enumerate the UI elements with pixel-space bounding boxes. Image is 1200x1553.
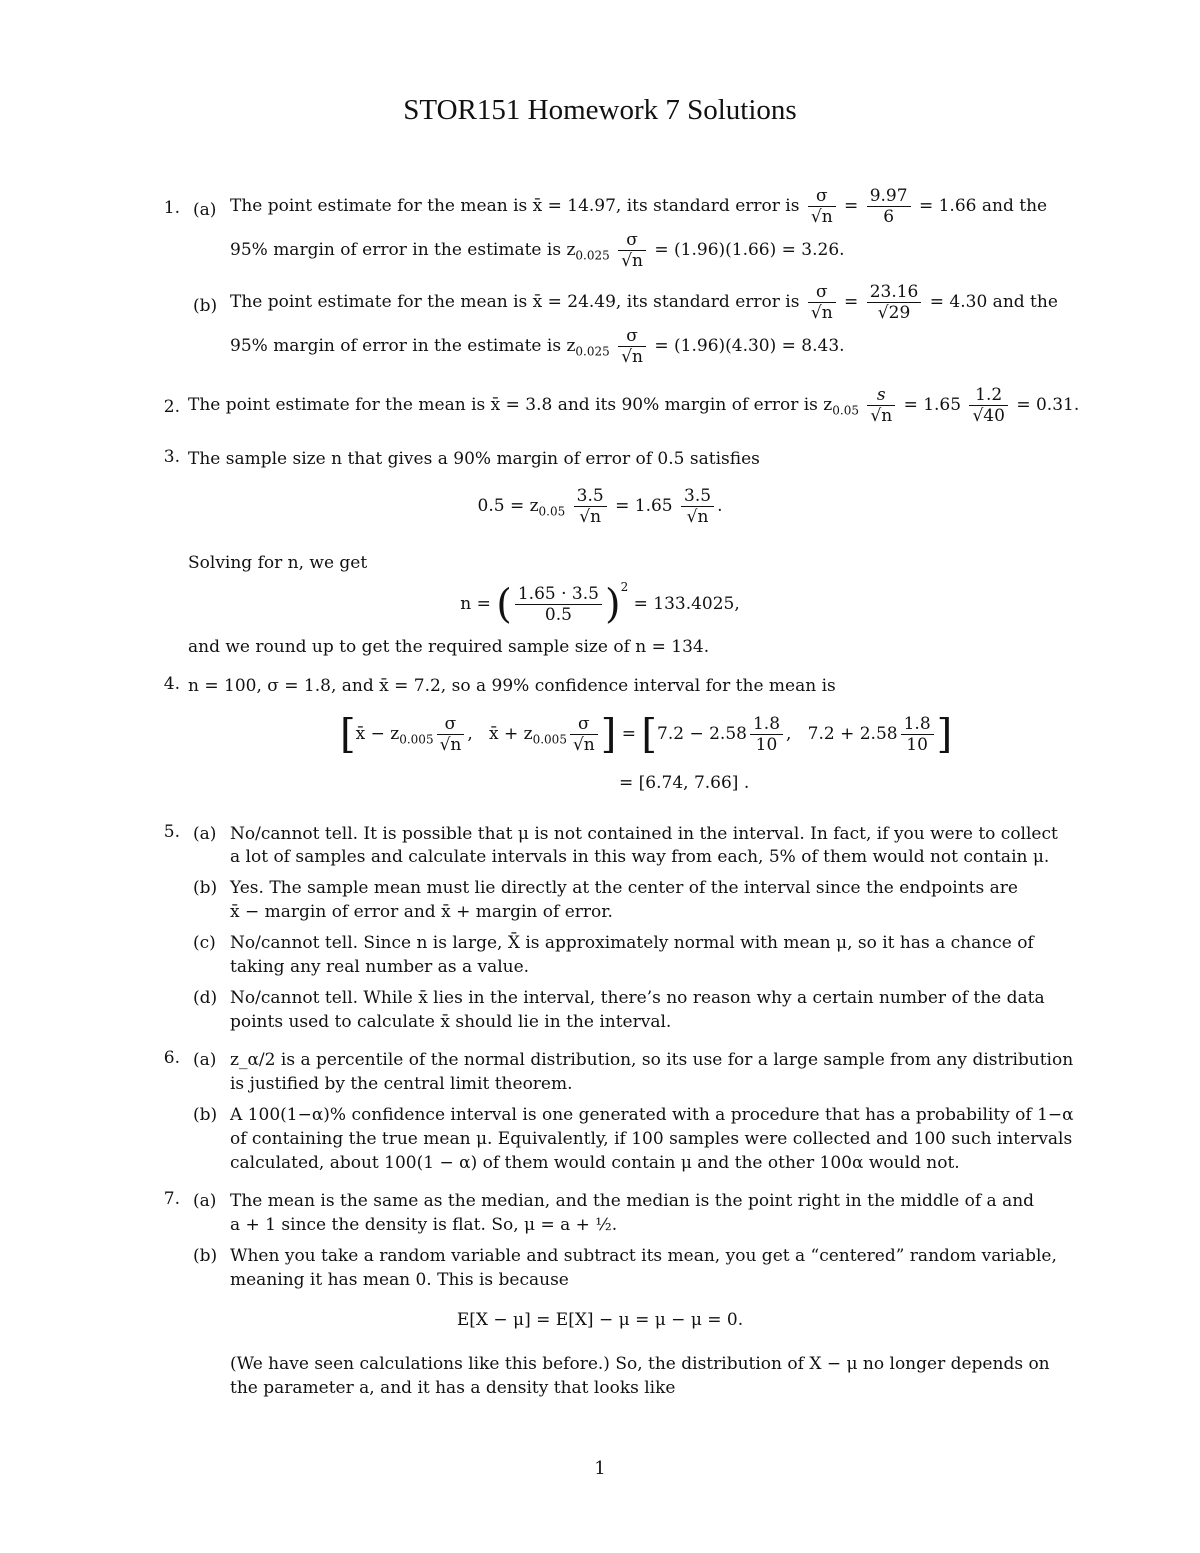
numerator: 3.5 — [574, 486, 607, 507]
text: 95% margin of error in the estimate is z — [230, 240, 576, 260]
denominator: 10 — [906, 735, 928, 755]
subscript: 0.05 — [538, 504, 566, 519]
denominator: √n — [572, 735, 595, 755]
problem-number: 7. — [163, 1189, 180, 1209]
fraction — [750, 714, 783, 755]
numerator: σ — [437, 714, 465, 735]
part-label: (c) — [193, 933, 216, 953]
problem-number: 2. — [163, 397, 180, 417]
part-label: (a) — [193, 1191, 217, 1211]
q1a-line2 — [230, 230, 845, 271]
numerator: 9.97 — [867, 186, 911, 207]
denominator: 6 — [883, 207, 895, 227]
denominator: 0.5 — [544, 605, 572, 625]
q6a-line1: z_α/2 is a percentile of the normal distribution, so its use for a large sample from any distribution — [230, 1050, 1074, 1070]
fraction — [618, 230, 646, 271]
fraction — [808, 282, 836, 323]
q7b-line1: When you take a random variable and subtract its mean, you get a “centered” random variable, — [230, 1246, 1057, 1266]
problem-number: 1. — [163, 198, 180, 218]
text: = 4.30 and the — [929, 292, 1058, 312]
numerator: 1.8 — [750, 714, 783, 735]
q4-text: n = 100, σ = 1.8, and x̄ = 7.2, so a 99% confidence interval for the mean is — [188, 676, 836, 696]
q7b-line2: meaning it has mean 0. This is because — [230, 1270, 569, 1290]
part-label: (b) — [193, 878, 218, 898]
denominator: √n — [686, 507, 709, 527]
problem-number: 6. — [163, 1048, 180, 1068]
q1b-line1: The point estimate for the mean is x̄ = 24.49, its standard error is $\frac{\sigma}{√n}$ = $\frac{23.16}{√29}$ = 4.30 and the — [230, 282, 1058, 323]
text: = (1.96)(1.66) = 3.26. — [654, 240, 845, 260]
fraction — [618, 326, 646, 367]
q5c-line1: No/cannot tell. Since n is large, X̄ is approximately normal with mean μ, so it has a chance of — [230, 933, 1034, 953]
right-bracket: ] — [600, 711, 617, 758]
fraction — [867, 282, 922, 323]
denominator: √n — [810, 207, 833, 227]
part-label: (b) — [193, 1105, 218, 1125]
left-bracket: [ — [641, 711, 658, 758]
numerator: σ — [618, 230, 646, 251]
text: 7.2 + 2.58 — [807, 724, 898, 744]
part-label: (b) — [193, 296, 218, 316]
numerator: σ — [808, 186, 836, 207]
fraction — [969, 385, 1007, 426]
denominator: √n — [810, 303, 833, 323]
text: . — [717, 496, 723, 516]
denominator: √n — [621, 251, 643, 271]
part-label: (b) — [193, 1246, 218, 1266]
q5a-line1: No/cannot tell. It is possible that μ is not contained in the interval. In fact, if you were to collect — [230, 824, 1058, 844]
problem-number: 4. — [163, 674, 180, 694]
text: = (1.96)(4.30) = 8.43. — [654, 336, 845, 356]
text: x̄ − z — [355, 724, 400, 744]
q2-line — [188, 385, 1079, 426]
problem-number: 5. — [163, 822, 180, 842]
fraction — [867, 186, 911, 227]
q4-interval: [x̄ − $z_{0.005}$ $\frac{\sigma}{√n}$ , x̄ + $z_{0.005}$ $\frac{\sigma}{√n}$ ] = [7.2 − 2.58 $\frac{1.8}{10}$ , 7.2 + 2.58 $\frac{1.8}{10}$ ] — [340, 711, 953, 758]
denominator: √n — [439, 735, 462, 755]
subscript: 0.05 — [832, 403, 859, 418]
fraction — [808, 186, 836, 227]
q5c-line2: taking any real number as a value. — [230, 957, 530, 977]
q7b-line3: (We have seen calculations like this before.) So, the distribution of X − μ no longer depends on — [230, 1354, 1050, 1374]
q4-result: = [6.74, 7.66] . — [619, 773, 750, 793]
q6b-line1: A 100(1−α)% confidence interval is one generated with a procedure that has a probability of 1−α — [230, 1105, 1074, 1125]
text: 0.5 = z — [477, 496, 539, 516]
part-label: (d) — [193, 988, 218, 1008]
text: x̄ + z — [488, 724, 533, 744]
numerator: 1.2 — [969, 385, 1007, 406]
q5b-line1: Yes. The sample mean must lie directly at the center of the interval since the endpoints are — [230, 878, 1018, 898]
fraction — [681, 486, 714, 527]
denominator: 10 — [755, 735, 778, 755]
denominator: √n — [579, 507, 602, 527]
fraction — [437, 714, 465, 755]
numerator: 3.5 — [681, 486, 714, 507]
q3-round: and we round up to get the required sample size of n = 134. — [188, 637, 710, 657]
q6a-line2: is justified by the central limit theorem. — [230, 1074, 573, 1094]
right-paren: ) — [604, 581, 621, 628]
denominator: √40 — [972, 406, 1005, 426]
text: n = — [460, 594, 491, 614]
numerator: s — [867, 385, 895, 406]
q7a-line2: a + 1 since the density is flat. So, μ = a + ½. — [230, 1215, 618, 1235]
q5d-line1: No/cannot tell. While x̄ lies in the interval, there’s no reason why a certain number of the data — [230, 988, 1045, 1008]
q1b-line2 — [230, 326, 845, 367]
q5b-line2: x̄ − margin of error and x̄ + margin of error. — [230, 902, 613, 922]
fraction — [901, 714, 934, 755]
denominator: √29 — [877, 303, 911, 323]
q7b-line4: the parameter a, and it has a density that looks like — [230, 1378, 676, 1398]
left-paren: ( — [496, 581, 512, 628]
q3-text: The sample size n that gives a 90% margin of error of 0.5 satisfies — [188, 449, 760, 469]
text: The point estimate for the mean is x̄ = 3.8 and its 90% margin of error is z — [188, 395, 833, 415]
denominator: √n — [870, 406, 893, 426]
numerator: 1.65 · 3.5 — [515, 584, 602, 605]
part-label: (a) — [193, 200, 217, 220]
problem-number: 3. — [163, 447, 180, 467]
right-bracket: ] — [936, 711, 953, 758]
text: The point estimate for the mean is x̄ = 24.49, its standard error is — [230, 292, 800, 312]
part-label: (a) — [193, 824, 217, 844]
numerator: σ — [808, 282, 836, 303]
text: = 1.66 and the — [918, 196, 1048, 216]
numerator: σ — [618, 326, 646, 347]
q3-solve: Solving for n, we get — [188, 553, 368, 573]
text: 7.2 − 2.58 — [657, 724, 747, 744]
page-title: STOR151 Homework 7 Solutions — [403, 94, 797, 126]
subscript: 0.005 — [399, 732, 434, 747]
subscript: 0.025 — [575, 344, 610, 359]
q3-equation — [0, 486, 1200, 527]
fraction — [570, 714, 598, 755]
q5a-line2: a lot of samples and calculate intervals in this way from each, 5% of them would not contain μ. — [230, 847, 1050, 867]
text: = 1.65 — [615, 496, 673, 516]
fraction — [515, 584, 602, 625]
part-label: (a) — [193, 1050, 217, 1070]
q7-equation: E[X − μ] = E[X] − μ = μ − μ = 0. — [456, 1310, 744, 1330]
text: 95% margin of error in the estimate is z — [230, 336, 576, 356]
fraction — [867, 385, 895, 426]
text: The point estimate for the mean is x̄ = 14.97, its standard error is — [230, 196, 800, 216]
subscript: 0.005 — [532, 732, 567, 747]
page-number: 1 — [594, 1458, 606, 1479]
text: = 1.65 — [903, 395, 962, 415]
text: = 0.31. — [1016, 395, 1080, 415]
q6b-line2: of containing the true mean μ. Equivalently, if 100 samples were collected and 100 such intervals — [230, 1129, 1073, 1149]
q7a-line1: The mean is the same as the median, and the median is the point right in the middle of a and — [230, 1191, 1035, 1211]
fraction — [574, 486, 607, 527]
q1a-line1: The point estimate for the mean is x̄ = 14.97, its standard error is $\frac{\sigma}{√n}$ = $\frac{9.97}{6}$ = 1.66 and the — [230, 186, 1048, 227]
subscript: 0.025 — [575, 248, 610, 263]
q5d-line2: points used to calculate x̄ should lie in the interval. — [230, 1012, 672, 1032]
q6b-line3: calculated, about 100(1 − α) of them would contain μ and the other 100α would not. — [230, 1153, 960, 1173]
q3-n-equation — [0, 580, 1200, 628]
numerator: σ — [570, 714, 598, 735]
text: = 133.4025, — [633, 594, 740, 614]
exponent: 2 — [620, 580, 629, 594]
left-bracket: [ — [340, 711, 356, 758]
denominator: √n — [621, 347, 643, 367]
numerator: 1.8 — [901, 714, 934, 735]
numerator: 23.16 — [867, 282, 922, 303]
